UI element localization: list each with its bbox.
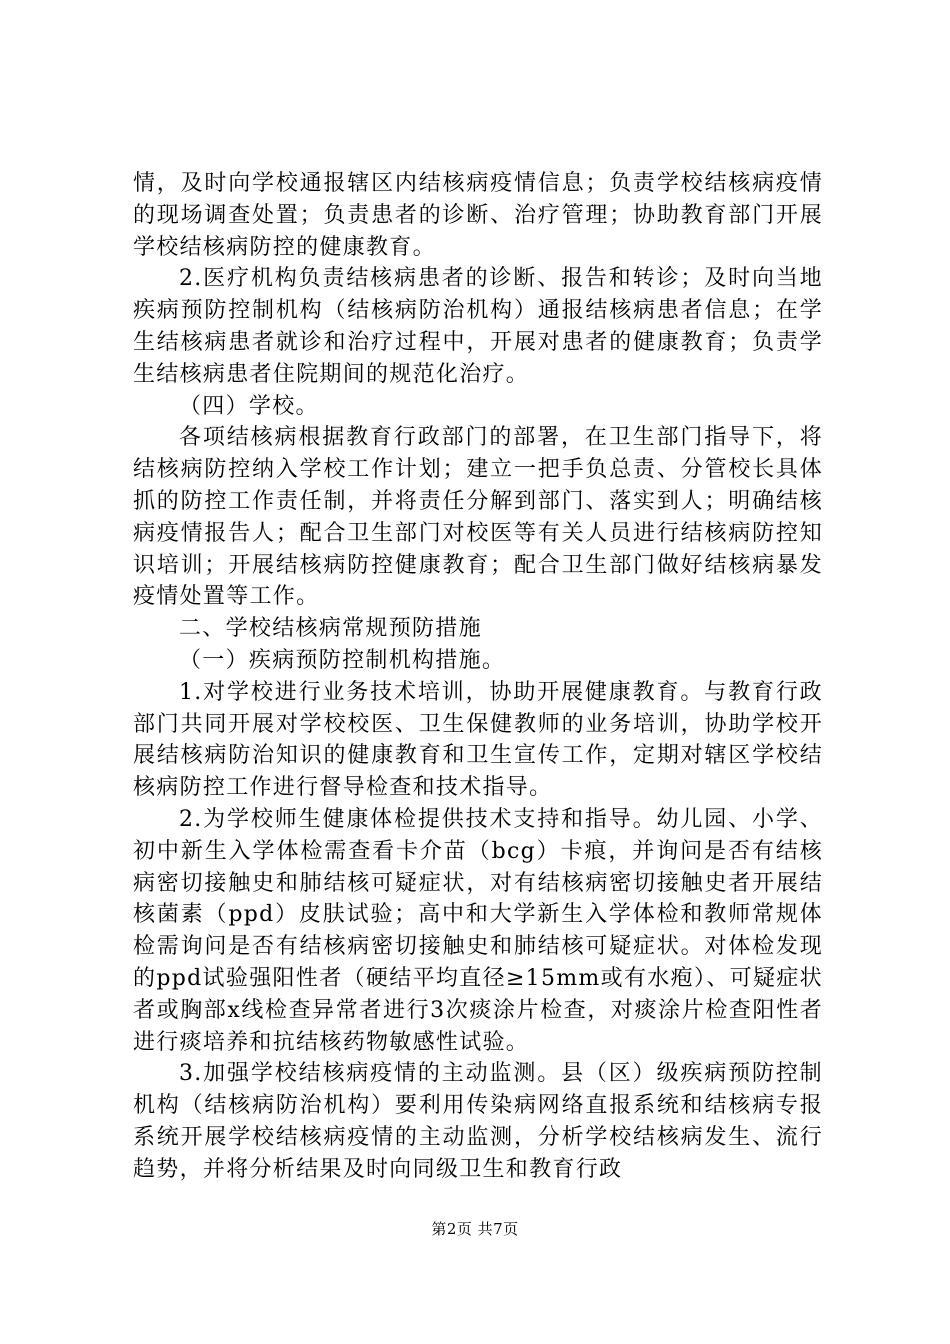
section-heading-schools: （四）学校。 [179, 393, 319, 419]
paragraph-schools: 各项结核病根据教育行政部门的部署，在卫生部门指导下，将结核病防控纳入学校工作计划；建立一把手负总责、分管校长具体抓的防控工作责任制，并将责任分解到部门、落实到人；明确结核病疫情报告人；配合卫生部门对校医等有关人员进行结核病防控知识培训；开展结核病防控健康教育；配合卫生部门做好结核病暴发疫情处置等工作。 [133, 425, 823, 610]
section-heading-cdc-measures: （一）疾病预防控制机构措施。 [179, 647, 506, 673]
page-number-footer: 第2页 共7页 [431, 1220, 519, 1238]
paragraph-training: 1.对学校进行业务技术培训，协助开展健康教育。与教育行政部门共同开展对学校校医、卫生保健教师的业务培训，协助学校开展结核病防治知识的健康教育和卫生宣传工作，定期对辖区学校结核病防控工作进行督导检查和技术指导。 [133, 679, 823, 801]
document-body [133, 168, 823, 1186]
section-heading-prevention-measures: 二、学校结核病常规预防措施 [179, 616, 482, 642]
paragraph-medical-institutions: 2.医疗机构负责结核病患者的诊断、报告和转诊；及时向当地疾病预防控制机构（结核病防治机构）通报结核病患者信息；在学生结核病患者就诊和治疗过程中，开展对患者的健康教育；负责学生结核病患者住院期间的规范化治疗。 [133, 266, 823, 387]
paragraph-health-checkup: 2.为学校师生健康体检提供技术支持和指导。幼儿园、小学、初中新生入学体检需查看卡介苗（bcg）卡痕，并询问是否有结核病密切接触史和肺结核可疑症状，对有结核病密切接触史者开展结核菌素（ppd）皮肤试验；高中和大学新生入学体检和教师常规体检需询问是否有结核病密切接触史和肺结核可疑症状。对体检发现的ppd试验强阳性者（硬结平均直径≥15mm或有水疱）、可疑症状者或胸部x线检查异常者进行3次痰涂片检查，对痰涂片检查阳性者进行痰培养和抗结核药物敏感性试验。 [133, 806, 823, 1055]
paragraph-continuation: 情，及时向学校通报辖区内结核病疫情信息；负责学校结核病疫情的现场调查处置；负责患者的诊断、治疗管理；协助教育部门开展学校结核病防控的健康教育。 [133, 171, 823, 260]
paragraph-active-monitoring: 3.加强学校结核病疫情的主动监测。县（区）级疾病预防控制机构（结核病防治机构）要利用传染病网络直报系统和结核病专报系统开展学校结核病疫情的主动监测，分析学校结核病发生、流行趋势，并将分析结果及时向同级卫生和教育行政 [133, 1061, 823, 1182]
